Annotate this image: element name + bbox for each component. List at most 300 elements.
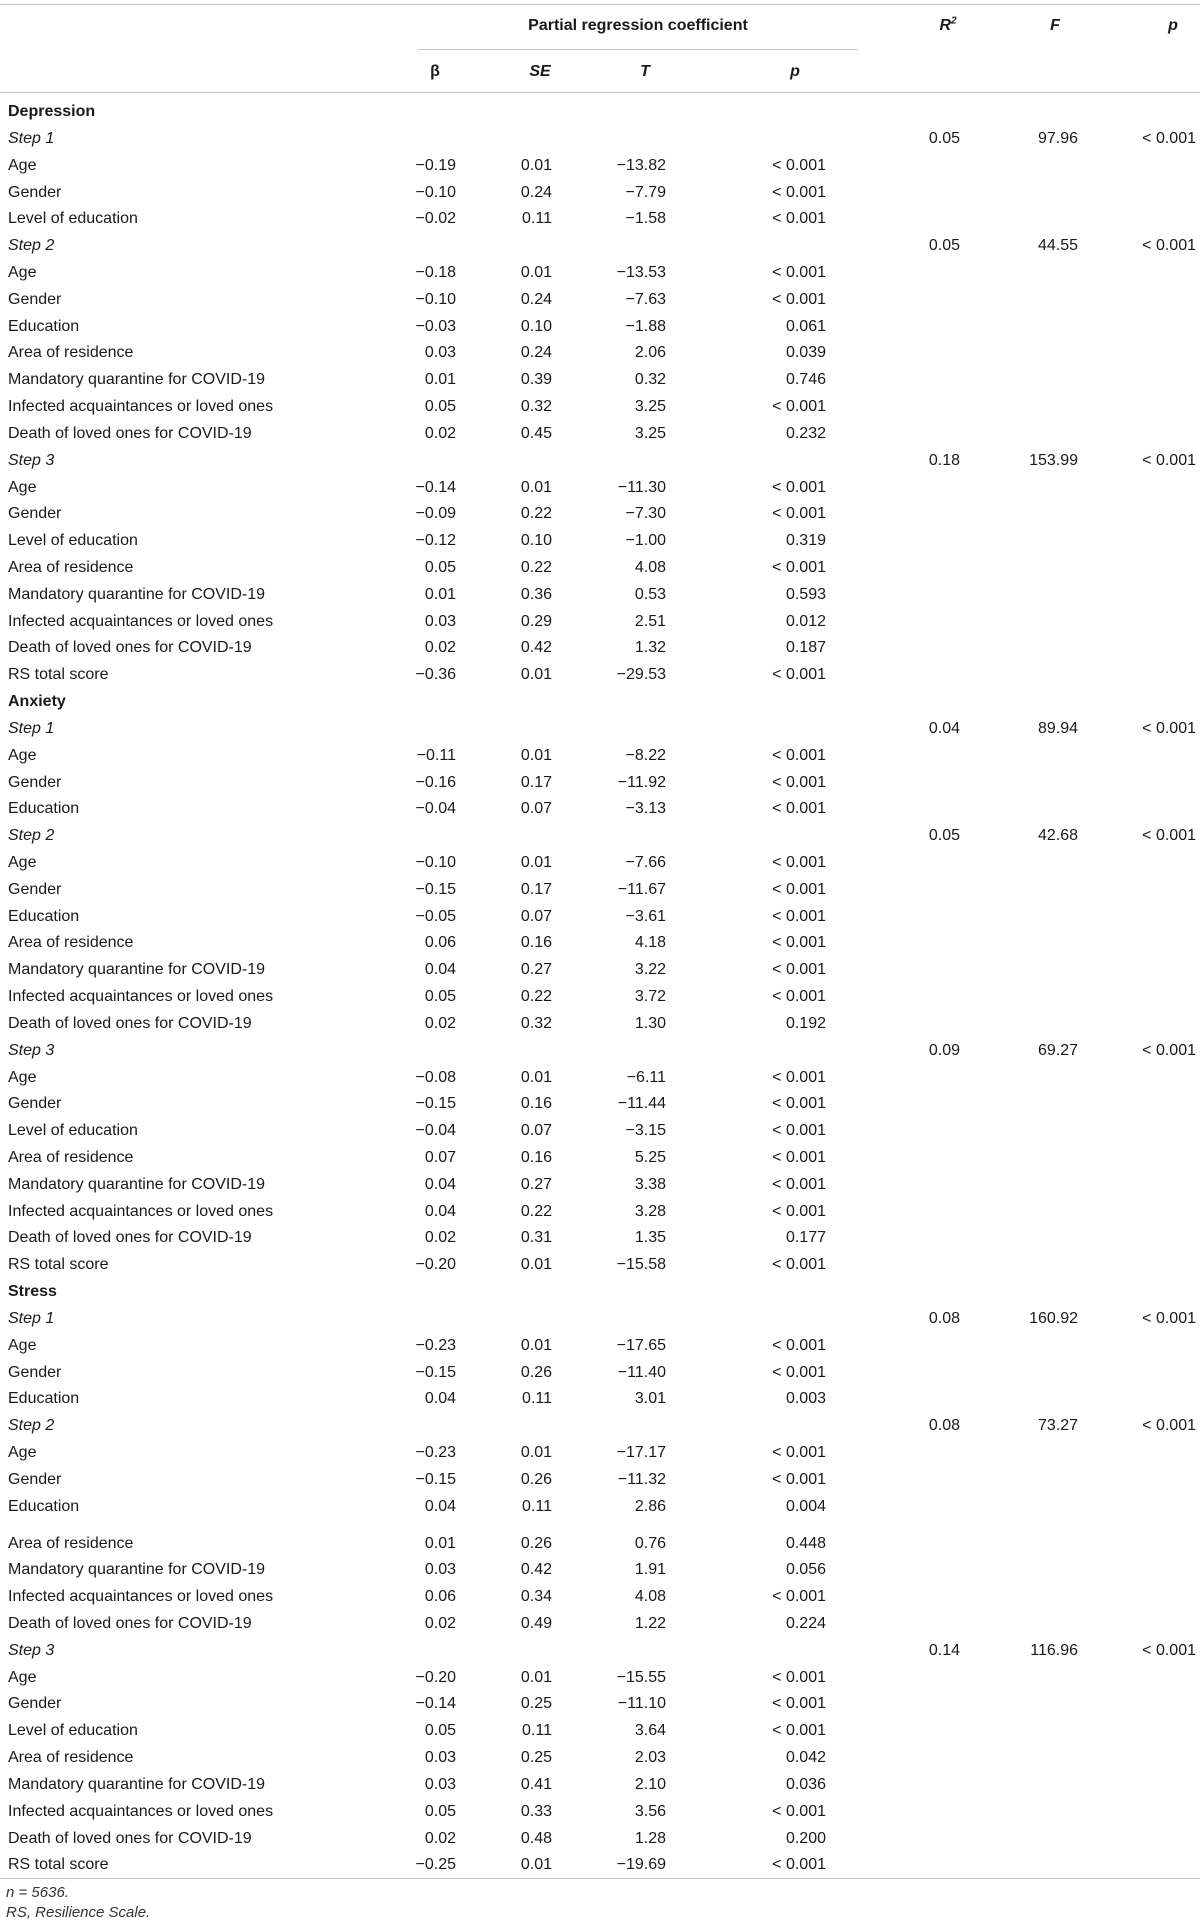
beta-value: −0.20 xyxy=(415,1256,456,1274)
row-label: Gender xyxy=(8,1095,62,1113)
t-value: −3.61 xyxy=(625,907,666,925)
t-value: 3.01 xyxy=(634,1390,666,1408)
beta-value: 0.03 xyxy=(424,344,456,362)
t-value: 1.91 xyxy=(634,1561,666,1579)
p-value: 0.003 xyxy=(785,1390,826,1408)
header-r2 xyxy=(928,16,968,36)
group-label: Stress xyxy=(8,1283,57,1301)
row-label: Death of loved ones for COVID-19 xyxy=(8,639,252,657)
se-value: 0.16 xyxy=(520,934,552,952)
beta-value: 0.03 xyxy=(424,1749,456,1766)
p-value: 0.200 xyxy=(785,1829,826,1847)
group-label: Depression xyxy=(8,103,96,120)
t-value: 0.53 xyxy=(634,585,666,603)
row-label: Education xyxy=(8,1497,80,1515)
se-value: 0.25 xyxy=(520,1695,552,1713)
f-value: 116.96 xyxy=(1030,1641,1078,1659)
se-value: 0.11 xyxy=(522,1497,552,1515)
beta-value: −0.10 xyxy=(415,183,456,201)
r2-value: 0.09 xyxy=(928,1041,960,1059)
t-value: 0.76 xyxy=(634,1534,666,1552)
f-value: 44.55 xyxy=(1037,237,1078,255)
p-value: < 0.001 xyxy=(772,1802,826,1820)
beta-value: 0.01 xyxy=(424,1534,456,1552)
beta-value: 0.01 xyxy=(424,371,456,389)
t-value: 1.28 xyxy=(634,1829,666,1847)
p-value: 0.192 xyxy=(785,1014,826,1032)
f-value: 42.68 xyxy=(1037,827,1078,845)
beta-value: −0.16 xyxy=(415,773,456,791)
model-p-value: < 0.001 xyxy=(1142,1417,1196,1435)
se-value: 0.26 xyxy=(520,1363,552,1381)
t-value: 0.32 xyxy=(634,371,666,389)
step-label: Step 2 xyxy=(8,827,55,845)
p-value: < 0.001 xyxy=(772,398,826,415)
p-value: < 0.001 xyxy=(772,1175,826,1193)
f-value: 89.94 xyxy=(1037,719,1078,737)
beta-value: 0.06 xyxy=(424,934,456,952)
row-label: Infected acquaintances or loved ones xyxy=(8,1202,274,1220)
row-label: Education xyxy=(8,907,80,925)
t-value: 3.64 xyxy=(634,1722,666,1740)
beta-value: 0.04 xyxy=(424,1175,456,1193)
row-label: Age xyxy=(8,1336,37,1354)
beta-value: 0.03 xyxy=(424,1561,456,1579)
row-label: RS total score xyxy=(8,666,109,684)
se-value: 0.22 xyxy=(520,505,552,523)
t-value: 3.38 xyxy=(634,1175,666,1193)
t-value: −19.69 xyxy=(616,1856,666,1874)
r2-value: 0.05 xyxy=(928,129,960,147)
beta-value: −0.36 xyxy=(415,666,456,684)
t-value: −13.53 xyxy=(616,263,666,281)
step-label: Step 1 xyxy=(8,129,55,147)
beta-value: 0.05 xyxy=(424,558,456,576)
f-value: 153.99 xyxy=(1029,451,1078,469)
row-label: Infected acquaintances or loved ones xyxy=(8,988,274,1006)
se-value: 0.48 xyxy=(520,1829,552,1847)
header-subrule xyxy=(418,49,858,50)
row-label: Infected acquaintances or loved ones xyxy=(8,398,274,415)
model-p-value: < 0.001 xyxy=(1142,129,1196,147)
row-label: Gender xyxy=(8,1470,62,1488)
p-value: 0.039 xyxy=(785,344,826,362)
row-label: Education xyxy=(8,317,80,335)
se-value: 0.24 xyxy=(520,290,552,308)
t-value: 4.18 xyxy=(634,934,666,952)
model-p-value: < 0.001 xyxy=(1142,1641,1196,1659)
beta-value: −0.18 xyxy=(415,263,456,281)
beta-value: −0.25 xyxy=(415,1856,456,1874)
se-value: 0.42 xyxy=(520,639,552,657)
p-value: 0.061 xyxy=(785,317,826,335)
beta-value: 0.07 xyxy=(424,1149,456,1166)
beta-value: 0.01 xyxy=(424,585,456,603)
beta-value: −0.15 xyxy=(415,1470,456,1488)
model-p-value: < 0.001 xyxy=(1142,827,1196,845)
se-value: 0.01 xyxy=(520,854,552,871)
p-value: < 0.001 xyxy=(772,1122,826,1140)
p-value: 0.036 xyxy=(785,1775,826,1793)
row-label: RS total score xyxy=(8,1856,109,1874)
se-value: 0.11 xyxy=(522,1390,552,1408)
t-value: 3.25 xyxy=(634,398,666,415)
beta-value: −0.02 xyxy=(415,210,456,228)
beta-value: −0.03 xyxy=(415,317,456,335)
t-value: −29.53 xyxy=(616,666,666,684)
t-value: −1.88 xyxy=(625,317,666,335)
se-value: 0.34 xyxy=(520,1588,552,1606)
t-value: −7.63 xyxy=(625,290,666,308)
se-value: 0.01 xyxy=(520,746,552,764)
r2-value: 0.05 xyxy=(928,827,960,845)
p-value: < 0.001 xyxy=(772,558,826,576)
row-label: Age xyxy=(8,1444,37,1461)
p-value: < 0.001 xyxy=(772,1695,826,1713)
se-value: 0.10 xyxy=(520,532,552,550)
header-p: p xyxy=(790,63,800,80)
group-label: Anxiety xyxy=(8,693,66,710)
step-label: Step 1 xyxy=(8,1309,55,1327)
t-value: −7.66 xyxy=(625,854,666,871)
se-value: 0.17 xyxy=(520,773,552,791)
se-value: 0.24 xyxy=(520,344,552,362)
se-value: 0.07 xyxy=(520,907,552,925)
step-label: Step 1 xyxy=(8,719,55,737)
se-value: 0.22 xyxy=(520,988,552,1006)
r2-value: 0.08 xyxy=(928,1309,960,1327)
se-value: 0.07 xyxy=(520,800,552,818)
p-value: 0.042 xyxy=(785,1749,826,1766)
header-r2-base: R xyxy=(939,17,951,34)
step-label: Step 2 xyxy=(8,237,55,255)
row-label: Education xyxy=(8,800,80,818)
p-value: < 0.001 xyxy=(772,880,826,898)
beta-value: −0.19 xyxy=(415,156,456,174)
se-value: 0.33 xyxy=(520,1802,552,1820)
row-label: Gender xyxy=(8,1695,62,1713)
beta-value: −0.10 xyxy=(415,290,456,308)
model-p-value: < 0.001 xyxy=(1142,719,1196,737)
header-se: SE xyxy=(529,63,551,80)
beta-value: −0.15 xyxy=(415,1363,456,1381)
t-value: 3.72 xyxy=(634,988,666,1006)
t-value: 3.22 xyxy=(634,961,666,979)
f-value: 160.92 xyxy=(1029,1309,1078,1327)
model-p-value: < 0.001 xyxy=(1142,237,1196,255)
se-value: 0.25 xyxy=(520,1749,552,1766)
p-value: < 0.001 xyxy=(772,1256,826,1274)
row-label: Death of loved ones for COVID-19 xyxy=(8,424,252,442)
t-value: −15.55 xyxy=(616,1668,666,1686)
row-label: Age xyxy=(8,478,37,496)
t-value: −11.32 xyxy=(617,1470,666,1488)
header-rule xyxy=(0,92,1200,93)
p-value: < 0.001 xyxy=(772,800,826,818)
row-label: Age xyxy=(8,854,37,871)
row-label: Gender xyxy=(8,183,62,201)
beta-value: 0.02 xyxy=(424,639,456,657)
row-label: Level of education xyxy=(8,210,138,228)
se-value: 0.26 xyxy=(520,1534,552,1552)
se-value: 0.01 xyxy=(520,156,552,174)
f-value: 69.27 xyxy=(1037,1041,1078,1059)
se-value: 0.32 xyxy=(520,1014,552,1032)
row-label: Death of loved ones for COVID-19 xyxy=(8,1829,252,1847)
se-value: 0.11 xyxy=(522,210,552,228)
header-p-model: p xyxy=(1168,17,1178,34)
beta-value: 0.05 xyxy=(424,398,456,415)
row-label: Infected acquaintances or loved ones xyxy=(8,612,274,630)
beta-value: 0.05 xyxy=(424,1722,456,1740)
row-label: Mandatory quarantine for COVID-19 xyxy=(8,1175,266,1193)
se-value: 0.49 xyxy=(520,1614,552,1632)
step-label: Step 2 xyxy=(8,1417,55,1435)
t-value: −11.44 xyxy=(617,1095,666,1113)
t-value: 2.51 xyxy=(634,612,666,630)
row-label: Age xyxy=(8,156,37,174)
se-value: 0.01 xyxy=(520,1668,552,1686)
t-value: 5.25 xyxy=(634,1149,666,1166)
beta-value: −0.10 xyxy=(415,854,456,871)
row-label: Level of education xyxy=(8,1122,138,1140)
p-value: < 0.001 xyxy=(772,290,826,308)
beta-value: 0.02 xyxy=(424,1614,456,1632)
beta-value: −0.23 xyxy=(415,1444,456,1461)
t-value: 1.35 xyxy=(634,1229,666,1247)
row-label: RS total score xyxy=(8,1256,109,1274)
p-value: < 0.001 xyxy=(772,854,826,871)
beta-value: −0.23 xyxy=(415,1336,456,1354)
row-label: Mandatory quarantine for COVID-19 xyxy=(8,585,266,603)
t-value: 4.08 xyxy=(634,558,666,576)
r2-value: 0.18 xyxy=(928,451,960,469)
p-value: < 0.001 xyxy=(772,505,826,523)
p-value: < 0.001 xyxy=(772,1470,826,1488)
step-label: Step 3 xyxy=(8,451,55,469)
se-value: 0.07 xyxy=(520,1122,552,1140)
row-label: Area of residence xyxy=(8,558,134,576)
p-value: < 0.001 xyxy=(772,988,826,1006)
row-label: Death of loved ones for COVID-19 xyxy=(8,1014,252,1032)
t-value: −11.67 xyxy=(617,880,666,898)
t-value: 1.22 xyxy=(634,1614,666,1632)
p-value: < 0.001 xyxy=(772,1856,826,1874)
note-rs: RS, Resilience Scale. xyxy=(6,1904,151,1921)
row-label: Education xyxy=(8,1390,80,1408)
se-value: 0.24 xyxy=(520,183,552,201)
t-value: 3.56 xyxy=(634,1802,666,1820)
header-partial-regression: Partial regression coefficient xyxy=(528,17,748,34)
p-value: < 0.001 xyxy=(772,156,826,174)
p-value: < 0.001 xyxy=(772,478,826,496)
p-value: < 0.001 xyxy=(772,961,826,979)
beta-value: 0.03 xyxy=(424,612,456,630)
r2-value: 0.05 xyxy=(928,237,960,255)
t-value: −8.22 xyxy=(625,746,666,764)
se-value: 0.39 xyxy=(520,371,552,389)
p-value: < 0.001 xyxy=(772,1202,826,1220)
row-label: Gender xyxy=(8,290,62,308)
row-label: Mandatory quarantine for COVID-19 xyxy=(8,1561,266,1579)
row-label: Gender xyxy=(8,880,62,898)
t-value: −15.58 xyxy=(616,1256,666,1274)
p-value: 0.177 xyxy=(785,1229,826,1247)
beta-value: 0.02 xyxy=(424,1014,456,1032)
se-value: 0.36 xyxy=(520,585,552,603)
row-label: Age xyxy=(8,1668,37,1686)
p-value: < 0.001 xyxy=(772,1149,826,1166)
p-value: 0.224 xyxy=(785,1614,826,1632)
t-value: 2.06 xyxy=(634,344,666,362)
note-n: n = 5636. xyxy=(6,1884,69,1901)
header-f: F xyxy=(1050,17,1060,34)
se-value: 0.27 xyxy=(520,1175,552,1193)
t-value: −11.40 xyxy=(617,1363,666,1381)
se-value: 0.01 xyxy=(520,478,552,496)
f-value: 73.27 xyxy=(1037,1417,1078,1435)
p-value: < 0.001 xyxy=(772,1444,826,1461)
t-value: −13.82 xyxy=(616,156,666,174)
row-label: Gender xyxy=(8,505,62,523)
t-value: −7.30 xyxy=(625,505,666,523)
t-value: −7.79 xyxy=(625,183,666,201)
beta-value: 0.04 xyxy=(424,1202,456,1220)
t-value: 3.28 xyxy=(634,1202,666,1220)
row-label: Area of residence xyxy=(8,1749,134,1766)
header-t: T xyxy=(640,63,650,80)
se-value: 0.29 xyxy=(520,612,552,630)
beta-value: 0.04 xyxy=(424,1497,456,1515)
row-label: Mandatory quarantine for COVID-19 xyxy=(8,371,266,389)
t-value: 2.86 xyxy=(634,1497,666,1515)
t-value: −6.11 xyxy=(626,1068,666,1086)
row-label: Area of residence xyxy=(8,1149,134,1166)
p-value: < 0.001 xyxy=(772,907,826,925)
p-value: < 0.001 xyxy=(772,773,826,791)
beta-value: −0.12 xyxy=(415,532,456,550)
p-value: < 0.001 xyxy=(772,666,826,684)
t-value: −11.30 xyxy=(617,478,666,496)
beta-value: 0.05 xyxy=(424,1802,456,1820)
beta-value: −0.14 xyxy=(415,478,456,496)
p-value: 0.746 xyxy=(785,371,826,389)
p-value: < 0.001 xyxy=(772,934,826,952)
row-label: Mandatory quarantine for COVID-19 xyxy=(8,961,266,979)
se-value: 0.01 xyxy=(520,1068,552,1086)
f-value: 97.96 xyxy=(1037,129,1078,147)
row-label: Infected acquaintances or loved ones xyxy=(8,1588,274,1606)
se-value: 0.32 xyxy=(520,398,552,415)
p-value: 0.004 xyxy=(785,1497,826,1515)
beta-value: −0.05 xyxy=(415,907,456,925)
bottom-rule xyxy=(0,1878,1200,1879)
se-value: 0.26 xyxy=(520,1470,552,1488)
row-label: Age xyxy=(8,746,37,764)
t-value: −3.13 xyxy=(625,800,666,818)
p-value: 0.187 xyxy=(785,639,826,657)
p-value: 0.319 xyxy=(785,532,826,550)
t-value: −3.15 xyxy=(625,1122,666,1140)
header-beta: β xyxy=(430,63,440,80)
beta-value: −0.15 xyxy=(415,1095,456,1113)
t-value: 1.32 xyxy=(634,639,666,657)
row-label: Age xyxy=(8,1068,37,1086)
beta-value: 0.06 xyxy=(424,1588,456,1606)
p-value: 0.593 xyxy=(785,585,826,603)
t-value: 4.08 xyxy=(634,1588,666,1606)
se-value: 0.01 xyxy=(520,1336,552,1354)
p-value: < 0.001 xyxy=(772,1336,826,1354)
beta-value: −0.08 xyxy=(415,1068,456,1086)
r2-value: 0.08 xyxy=(928,1417,960,1435)
t-value: −1.58 xyxy=(625,210,666,228)
p-value: < 0.001 xyxy=(772,1668,826,1686)
p-value: < 0.001 xyxy=(772,1363,826,1381)
t-value: 3.25 xyxy=(634,424,666,442)
beta-value: 0.02 xyxy=(424,424,456,442)
row-label: Gender xyxy=(8,1363,62,1381)
model-p-value: < 0.001 xyxy=(1142,1041,1196,1059)
beta-value: −0.20 xyxy=(415,1668,456,1686)
se-value: 0.22 xyxy=(520,1202,552,1220)
r2-value: 0.04 xyxy=(928,719,960,737)
row-label: Area of residence xyxy=(8,344,134,362)
row-label: Area of residence xyxy=(8,934,134,952)
t-value: 2.10 xyxy=(634,1775,666,1793)
p-value: < 0.001 xyxy=(772,210,826,228)
p-value: 0.448 xyxy=(785,1534,826,1552)
p-value: < 0.001 xyxy=(772,1588,826,1606)
model-p-value: < 0.001 xyxy=(1142,1309,1196,1327)
beta-value: −0.14 xyxy=(415,1695,456,1713)
header-r2-sup: 2 xyxy=(951,15,957,27)
beta-value: 0.05 xyxy=(424,988,456,1006)
beta-value: −0.04 xyxy=(415,1122,456,1140)
row-label: Area of residence xyxy=(8,1534,134,1552)
t-value: 1.30 xyxy=(634,1014,666,1032)
p-value: < 0.001 xyxy=(772,746,826,764)
t-value: −11.10 xyxy=(617,1695,666,1713)
beta-value: −0.15 xyxy=(415,880,456,898)
p-value: < 0.001 xyxy=(772,1068,826,1086)
step-label: Step 3 xyxy=(8,1041,55,1059)
t-value: −17.17 xyxy=(616,1444,666,1461)
t-value: 2.03 xyxy=(634,1749,666,1766)
se-value: 0.01 xyxy=(520,1256,552,1274)
row-label: Age xyxy=(8,263,37,281)
p-value: < 0.001 xyxy=(772,183,826,201)
p-value: 0.012 xyxy=(785,612,826,630)
se-value: 0.16 xyxy=(520,1095,552,1113)
beta-value: −0.09 xyxy=(415,505,456,523)
beta-value: 0.04 xyxy=(424,961,456,979)
beta-value: −0.04 xyxy=(415,800,456,818)
row-label: Level of education xyxy=(8,1722,138,1740)
se-value: 0.10 xyxy=(520,317,552,335)
se-value: 0.01 xyxy=(520,1856,552,1874)
p-value: < 0.001 xyxy=(772,263,826,281)
r2-value: 0.14 xyxy=(928,1641,960,1659)
se-value: 0.01 xyxy=(520,666,552,684)
row-label: Gender xyxy=(8,773,62,791)
beta-value: 0.02 xyxy=(424,1229,456,1247)
se-value: 0.16 xyxy=(520,1149,552,1166)
p-value: 0.232 xyxy=(785,424,826,442)
beta-value: 0.04 xyxy=(424,1390,456,1408)
se-value: 0.11 xyxy=(522,1722,552,1740)
beta-value: −0.11 xyxy=(416,746,456,764)
